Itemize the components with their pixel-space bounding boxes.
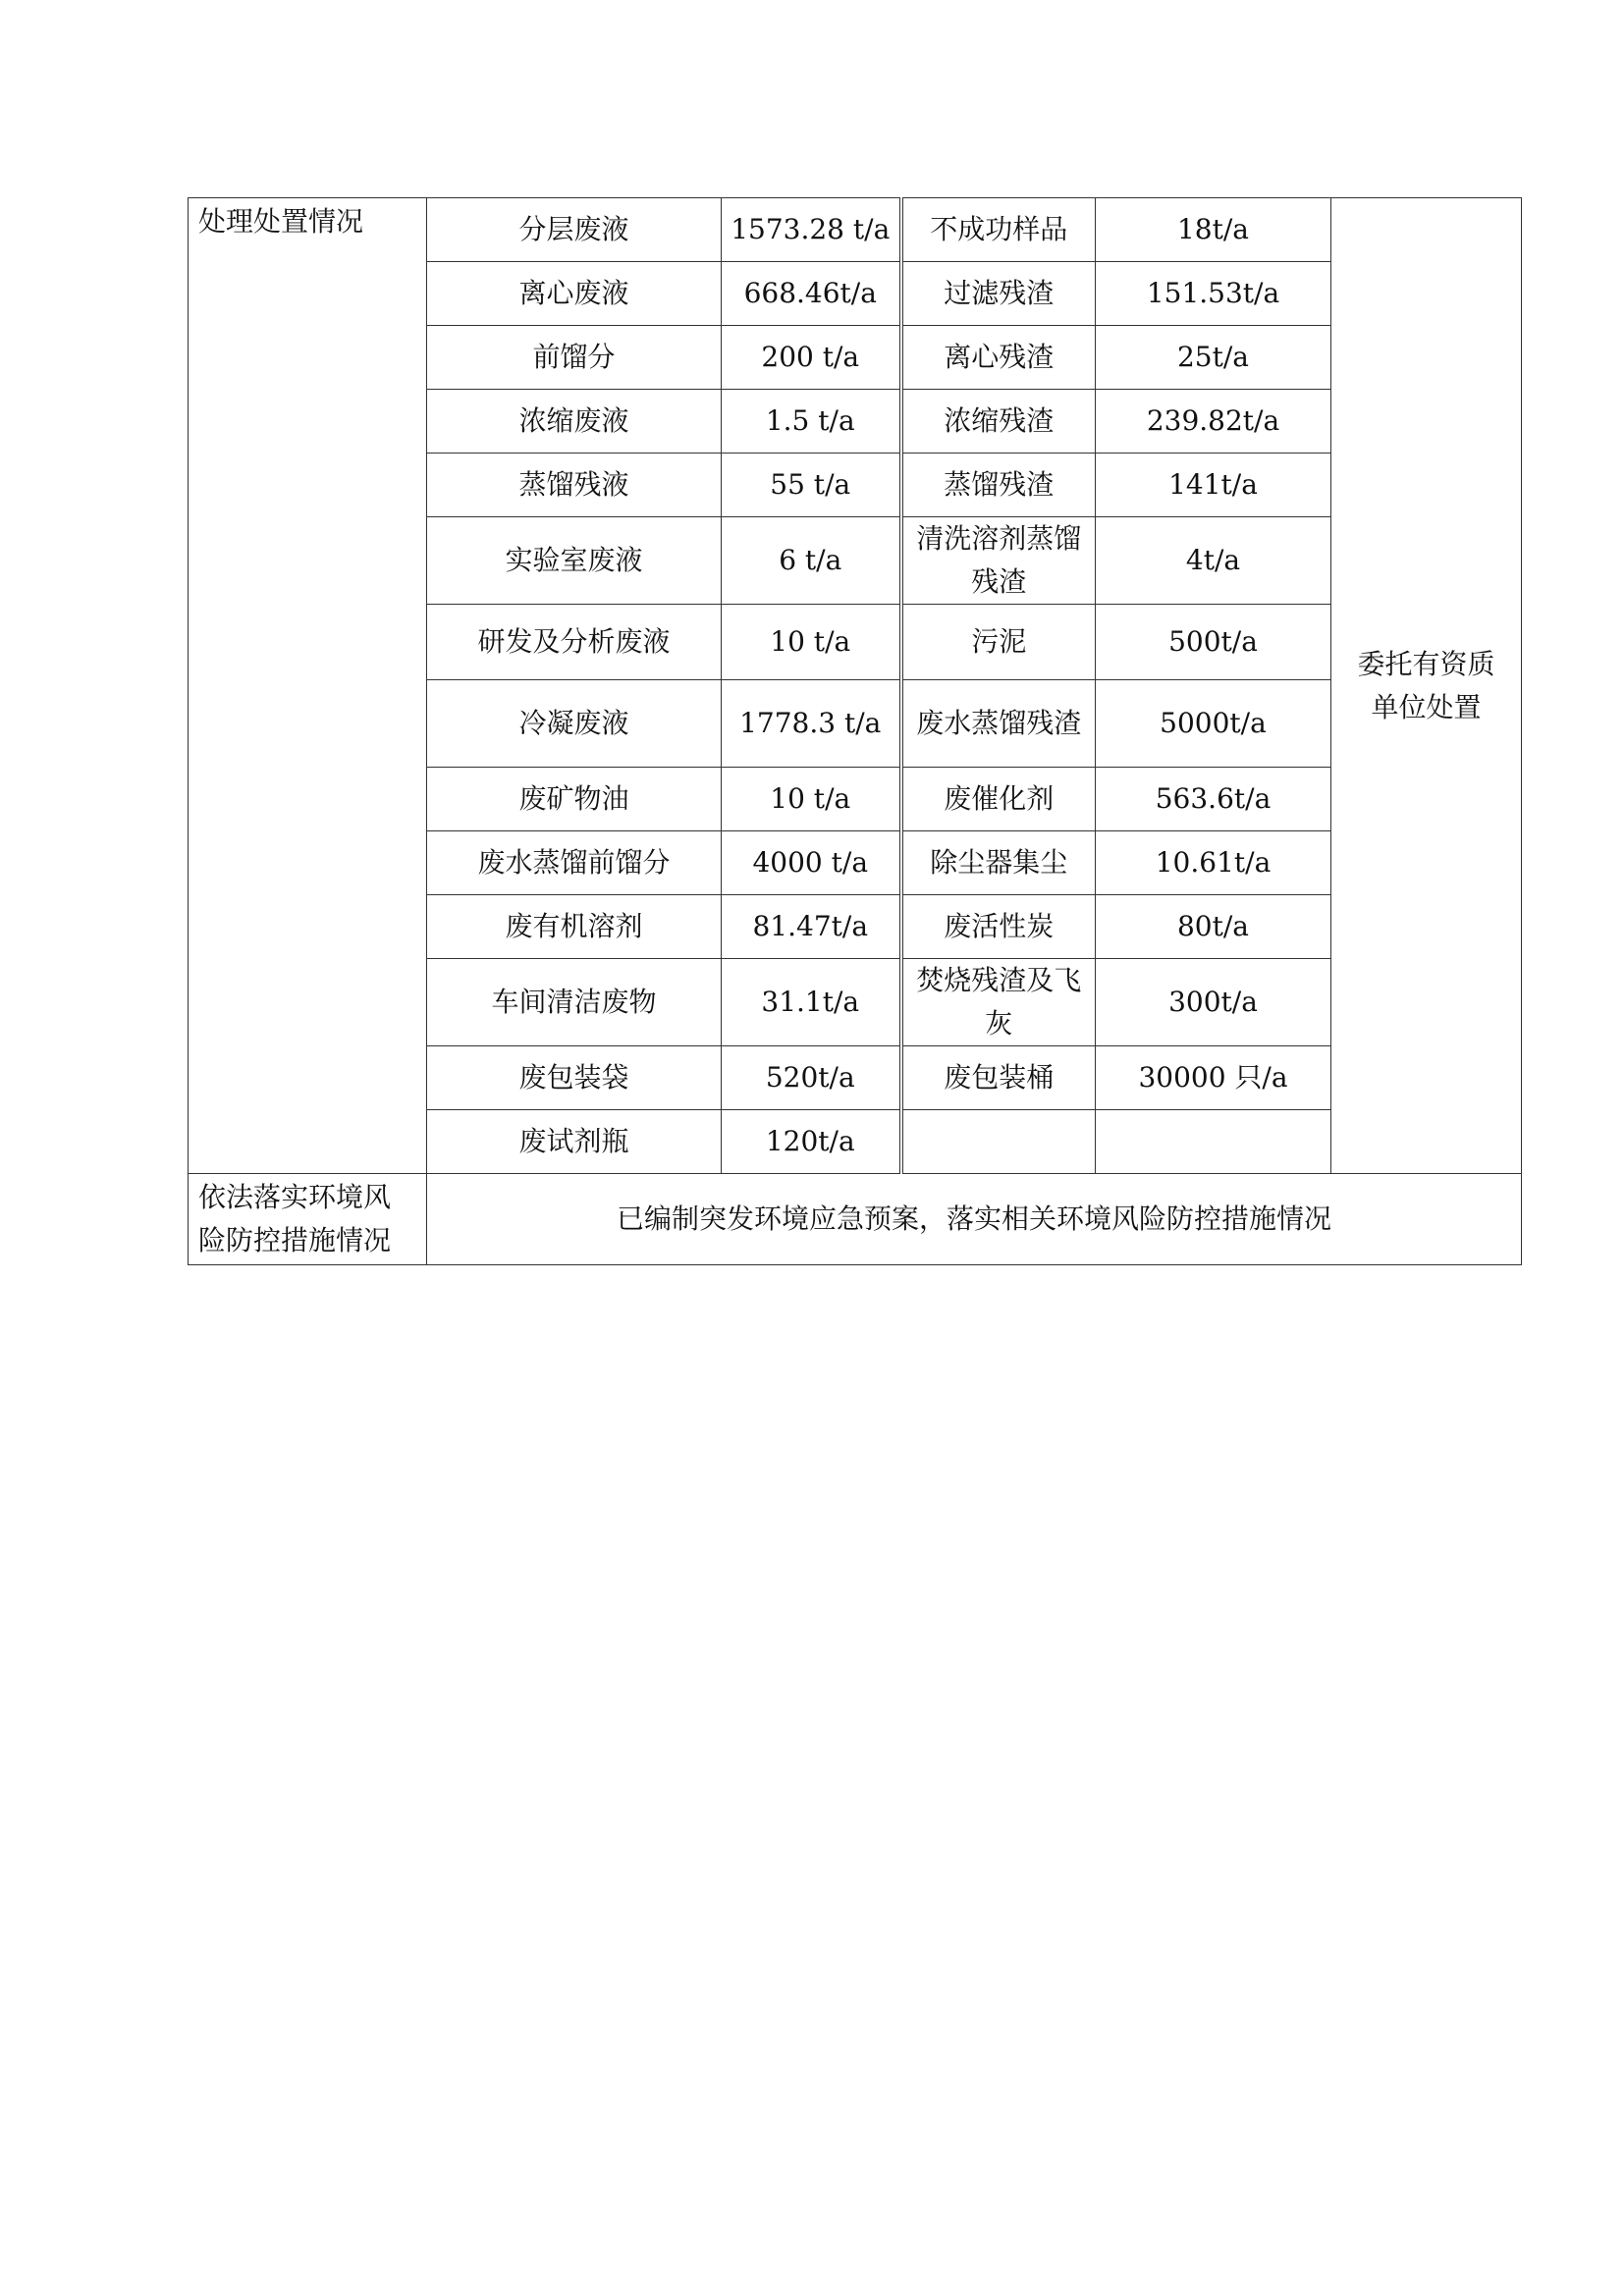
waste-name-cell: 废水蒸馏残渣 (901, 680, 1096, 768)
waste-name-cell: 前馏分 (427, 326, 722, 390)
waste-amount-cell: 10 t/a (722, 768, 901, 831)
waste-name-cell: 污泥 (901, 605, 1096, 680)
risk-label: 依法落实环境风险防控措施情况 (189, 1174, 427, 1265)
section-label: 处理处置情况 (189, 198, 427, 1174)
disposal-note: 委托有资质单位处置 (1331, 198, 1522, 1174)
waste-amount-cell: 520t/a (722, 1046, 901, 1110)
waste-amount-cell: 300t/a (1096, 959, 1331, 1046)
waste-name-cell: 不成功样品 (901, 198, 1096, 262)
waste-name-cell: 冷凝废液 (427, 680, 722, 768)
waste-amount-cell: 18t/a (1096, 198, 1331, 262)
waste-name-cell: 废包装袋 (427, 1046, 722, 1110)
waste-amount-cell: 151.53t/a (1096, 262, 1331, 326)
waste-name-cell: 废水蒸馏前馏分 (427, 831, 722, 895)
waste-amount-cell: 30000 只/a (1096, 1046, 1331, 1110)
waste-amount-cell: 4000 t/a (722, 831, 901, 895)
waste-name-cell: 离心废液 (427, 262, 722, 326)
waste-name-cell: 蒸馏残渣 (901, 454, 1096, 517)
waste-name-cell: 清洗溶剂蒸馏残渣 (901, 517, 1096, 605)
waste-name-cell: 实验室废液 (427, 517, 722, 605)
waste-amount-cell: 10.61t/a (1096, 831, 1331, 895)
waste-amount-cell: 200 t/a (722, 326, 901, 390)
waste-amount-cell: 668.46t/a (722, 262, 901, 326)
waste-name-cell (901, 1110, 1096, 1174)
waste-name-cell: 浓缩残渣 (901, 390, 1096, 454)
waste-name-cell: 除尘器集尘 (901, 831, 1096, 895)
risk-row (189, 1174, 1522, 1265)
waste-amount-cell: 1778.3 t/a (722, 680, 901, 768)
waste-name-cell: 离心残渣 (901, 326, 1096, 390)
waste-name-cell: 车间清洁废物 (427, 959, 722, 1046)
waste-name-cell: 废矿物油 (427, 768, 722, 831)
waste-amount-cell: 81.47t/a (722, 895, 901, 959)
waste-name-cell: 分层废液 (427, 198, 722, 262)
waste-amount-cell: 120t/a (722, 1110, 901, 1174)
waste-amount-cell: 25t/a (1096, 326, 1331, 390)
waste-amount-cell: 10 t/a (722, 605, 901, 680)
waste-amount-cell (1096, 1110, 1331, 1174)
waste-amount-cell: 141t/a (1096, 454, 1331, 517)
waste-amount-cell: 55 t/a (722, 454, 901, 517)
waste-name-cell: 浓缩废液 (427, 390, 722, 454)
waste-amount-cell: 239.82t/a (1096, 390, 1331, 454)
waste-amount-cell: 31.1t/a (722, 959, 901, 1046)
waste-name-cell: 焚烧残渣及飞灰 (901, 959, 1096, 1046)
waste-name-cell: 废催化剂 (901, 768, 1096, 831)
waste-amount-cell: 500t/a (1096, 605, 1331, 680)
waste-name-cell: 废试剂瓶 (427, 1110, 722, 1174)
waste-amount-cell: 4t/a (1096, 517, 1331, 605)
table-row (189, 198, 1522, 262)
risk-value: 已编制突发环境应急预案，落实相关环境风险防控措施情况 (427, 1174, 1522, 1265)
waste-name-cell: 蒸馏残液 (427, 454, 722, 517)
waste-name-cell: 研发及分析废液 (427, 605, 722, 680)
waste-amount-cell: 5000t/a (1096, 680, 1331, 768)
waste-amount-cell: 1.5 t/a (722, 390, 901, 454)
waste-name-cell: 废活性炭 (901, 895, 1096, 959)
waste-amount-cell: 563.6t/a (1096, 768, 1331, 831)
waste-amount-cell: 1573.28 t/a (722, 198, 901, 262)
waste-amount-cell: 6 t/a (722, 517, 901, 605)
waste-name-cell: 废有机溶剂 (427, 895, 722, 959)
waste-name-cell: 废包装桶 (901, 1046, 1096, 1110)
waste-disposal-table (188, 197, 1522, 1265)
waste-amount-cell: 80t/a (1096, 895, 1331, 959)
waste-name-cell: 过滤残渣 (901, 262, 1096, 326)
